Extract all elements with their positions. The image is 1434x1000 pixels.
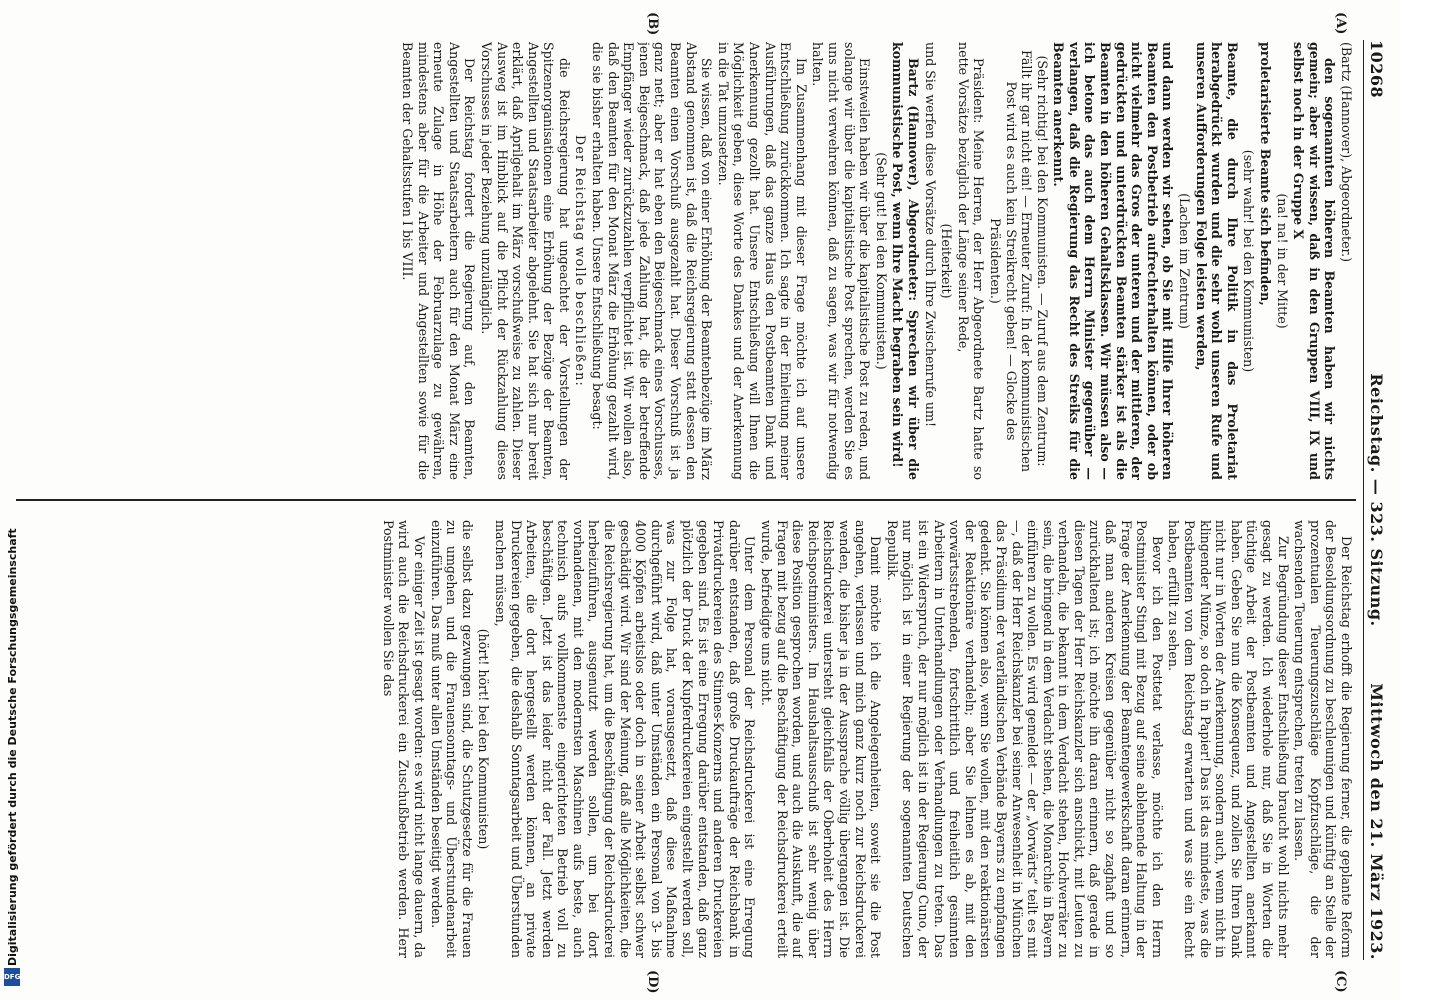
running-head-title: Reichstag. — 323. Sitzung. <box>1367 373 1386 627</box>
margin-mark-d: (D) <box>645 970 660 994</box>
paragraph: Präsident: Meine Herren, der Herr Abgeordnete Bartz hatte so nette Vorsätze bezüglich der Länge seiner Rede, <box>955 42 987 480</box>
paragraph: die Reichsregierung hat ungeachtet der Vorstellungen der Spitzenorganisationen eine Erhöhung der Bezüge der Beamten, Angestellten und Staatsarbeiter abgelehnt. Sie hat sich nur bereit erklärt, daß Aprilgehalt im März vorschußweise zu zahlen. Dieser Ausweg ist im Hinblick auf die Pflicht der Rückzahlung dieses Vorschusses in jeder Beziehung unzulänglich. <box>478 42 572 480</box>
paragraph: Der Reichstag erhofft die Regierung ferner, die geplante Reform der Besoldungsordnung zu beschleunigen und künftig an Stelle der prozentualen Teuerungszuschläge Kopfzuschläge, die der wachsenden Teuerung entsprechen, treten zu lassen. <box>1292 520 1354 958</box>
margin-mark-b: (B) <box>645 12 660 36</box>
paragraph: den sogenannten höheren Beamten haben wir nichts gemein; aber wir wissen, daß in den Gruppen VIII, IX und selbst noch in der Gruppe X <box>1291 42 1338 480</box>
margin-mark-a: (A) <box>1333 12 1348 35</box>
paragraph: Vor einiger Zeit ist gesagt worden: es wird nicht lange dauern, da wird auch die Reichsdruckerei ein Zuschußbetrieb werden. Herr Postminister wollen Sie das <box>380 520 427 958</box>
right-column <box>18 520 1354 958</box>
paragraph: Der Reichstag fordert die Regierung auf, den Beamten, Angestellten und Staatsarbeitern auch für den Monat März eine erneute Zulage in Höhe der Februarzulage zu gewähren, mindestens aber für die Arbeiter und Angestellten sowie für die Beamten der Gehaltsstufen I bis VIII. <box>399 42 478 480</box>
paragraph: Zur Begründung dieser Entschließung braucht wohl nichts mehr gesagt zu werden. Ich wiederhole nur, daß Sie in Worten die tüchtige Arbeit der Postbeamten und Angestellten anerkannt haben. Geben Sie nun die Konsequenz, und zollen Sie Ihren Dank nicht nur in Worten der Anerkennung, sondern auch, wenn nicht in klingender Münze, so doch in Papier! Das ist das mindeste, was die Postbeamten von dem Reichstag erwarten und was sie ein Recht haben, erfüllt zu sehen. <box>1166 520 1291 958</box>
resolution-heading: Der Reichstag wolle beschließen: <box>573 135 589 387</box>
paragraph: die selbst dazu gezwungen sind, die Schutzgesetze für die Frauen zu umgehen und die Frauensonntags- und Überstundenarbeit einzuführen. Das muß unter allen Umständen beseitigt werden. <box>428 520 475 958</box>
interjection: (na! na! in der Mitte) <box>1274 193 1290 329</box>
running-head <box>1363 40 1386 960</box>
page-number: 10268 <box>1367 40 1386 99</box>
interjection: (Sehr richtig! bei den Kommunisten. — Zuruf aus dem Zentrum: Fällt ihr gar nicht ein! — Erneuter Zuruf: In der kommunistischen Post wird es auch kein Streikrecht geben! — Glocke des Präsidenten.) <box>987 50 1050 472</box>
paragraph: Damit möchte ich die Angelegenheiten, soweit sie die Post angehen, verlassen und mich ganz kurz noch zur Reichsdruckerei wenden, die bisher ja in der Aussprache völlig übergangen ist. Die Reichsdruckerei untersteht gleichfalls der Oberhoheit des Herrn Reichspostministers. Im Haushaltsausschuß ist sehr wenig über diese Position gesprochen worden, und auch die Auskunft, die auf Fragen mit bezug auf die Beschäftigung der Reichsdruckerei erteilt wurde, befriedigte uns nicht. <box>759 520 884 958</box>
digitization-credit <box>0 200 24 990</box>
paragraph: Beamte, die durch Ihre Politik in das Proletariat herabgedrückt wurden und die sehr wohl unseren Rufe und unseren Aufforderungen Folge leisten werden, <box>1193 42 1240 480</box>
interjection: (sehr wahr! bei den Kommunisten) <box>1241 149 1257 373</box>
paragraph: (Bartz (Hannover), Abgeordneter.) <box>1339 42 1354 263</box>
running-head-date: Mittwoch den 21. März 1923. <box>1367 683 1386 960</box>
paragraph: proletarisierte Beamte sich befinden, <box>1258 42 1274 306</box>
left-column <box>18 42 1354 480</box>
paragraph: und dann werden wir sehen, ob Sie mit Hilfe Ihrer höheren Beamten den Postbetrieb aufrechterhalten können, oder ob nicht vielmehr das Gros der unteren und der mittleren, der gedrückten und unterdrückten Beamten stärker ist als die Beamten in den höheren Gehaltsklassen. Wir müssen also — ich betone das auch dem Herrn Minister gegenüber — verlangen, daß die Regierung das Recht des Streiks für die Beamten anerkennt. <box>1051 42 1176 480</box>
dfg-logo-icon: DFG <box>4 968 20 986</box>
paragraph: Unter dem Personal der Reichsdruckerei ist eine Erregung darüber entstanden, daß große Druckaufträge der Reichsbank in Privatdruckereien des Stinnes-Konzerns und anderen Druckereien gegeben sind. Es ist eine Erregung darüber entstanden, daß ganz plötzlich der Druck der Kupferdruckereien eingestellt werden soll, was zur Folge hat, vorausgesetzt, daß diese Maßnahme durchgeführt wird, daß unter Umständen ein Personal von 3- bis 4000 Köpfen arbeitslos oder doch in seiner Arbeit selbst schwer geschädigt wird. Wir sind der Meinung, daß alle Möglichkeiten, die die Reichsregierung hat, um die Beschäftigung der Reichsdruckerei herbeizuführen, ausgenutzt werden sollen, um bei dort vorhandenen, mit den modernsten Maschinen aufs beste, auch technisch aufs vollkommenste eingerichteten Betrieb voll zu beschäftigen. Jetzt ist das leider nicht der Fall. Jetzt werden Arbeiten, die dort hergestellt werden können, an private Druckereien gegeben, die deshalb Sonntagsarbeit und Überstunden machen müssen, <box>492 520 758 958</box>
column-divider <box>16 499 1356 501</box>
interjection: (Heiterkeit) <box>939 223 955 299</box>
margin-mark-c: (C) <box>1333 970 1348 993</box>
paragraph: Bartz (Hannover), Abgeordneter: Sprechen wir über die kommunistische Post, wenn Ihre Macht begraben sein wird! <box>890 42 921 480</box>
paragraph: und Sie werfen diese Vorsätze durch Ihre Zwischenrufe um! <box>922 42 938 428</box>
credit-text: Digitalisierung gefördert durch die Deutsche Forschungsgemeinschaft <box>6 528 19 966</box>
paragraph: Bevor ich den Posttetat verlasse, möchte ich den Herrn Postminister Stingl mit Bezug auf seine ablehnende Haltung in der Frage der Anerkennung der Beamtengewerkschaft daran erinnern, daß man anderen Kreisen gegenüber nicht so zaghaft und so zurückhaltend ist; ich möchte ihn daran erinnern, daß gerade in diesen Tagen der Herr Reichskanzler sich anschickt, mit Leuten zu verhandeln, die bekannt in dem Verdacht stehen, Hochverräter zu sein, die bringend in dem Verdacht stehen, die Monarchie in Bayern einführen zu wollen. Es wird gemeldet — der „Vorwärts“ teilt es mit —, daß der Herr Reichskanzler bei seiner Anwesenheit in München das Präsidium der vaterländischen Verbände Bayerns zu empfangen gedenkt. Sie können also, wenn Sie wollen, mit den reaktionärsten der Reaktionäre verhandeln; aber Sie lehnen es ab, mit den vorwärtsstrebenden, fortschrittlich und freiheitlich gesinnten Arbeitern in Unterhandlungen oder Verhandlungen zu treten. Das ist ein Widerspruch, der nur möglich ist in der Regierung Cuno, der nur möglich ist in einer Regierung der sogenannten Deutschen Republik. <box>884 520 1165 958</box>
paragraph: Einstweilen haben wir über die kapitalistische Post zu reden, und solange wir über die kapitalistische Post sprechen, werden Sie es uns nicht verwehren können, daß zu sagen, was wir für notwendig halten. <box>810 42 873 480</box>
paragraph: Sie wissen, daß von einer Erhöhung der Beamtenbezüge im März Abstand genommen ist, daß die Reichsregierung statt dessen den Beamten einen Vorschuß ausgezahlt hat. Dieser Vorschuß ist ja ganz nett; aber er hat eben den Beigeschmack eines Vorschusses, jenen Beigeschmack, daß jede Zahlung hat, die der betreffende Empfänger wieder zurückzuzahlen verpflichtet ist. Wir wollen also, daß den Beamten für den Monat März die Erhöhung gezahlt wird, die sie bisher erhalten haben. Unsere Entschließung besagt: <box>590 42 715 480</box>
interjection: (Lachen im Zentrum) <box>1177 193 1193 329</box>
paragraph: Im Zusammenhang mit dieser Frage möchte ich auf unsere Entschließung zurückkommen. Ich sagte in der Einleitung meiner Ausführungen, daß das ganze Haus den Postbeamten Dank und Anerkennung gezollt hat. Unsere Entschließung will Ihnen die Möglichkeit geben, diese Worte des Dankes und der Anerkennung in die Tat umzusetzen. <box>715 42 809 480</box>
interjection: (Sehr gut! bei den Kommunisten.) <box>873 152 889 370</box>
interjection: (hört! hört! bei den Kommunisten) <box>476 628 492 850</box>
